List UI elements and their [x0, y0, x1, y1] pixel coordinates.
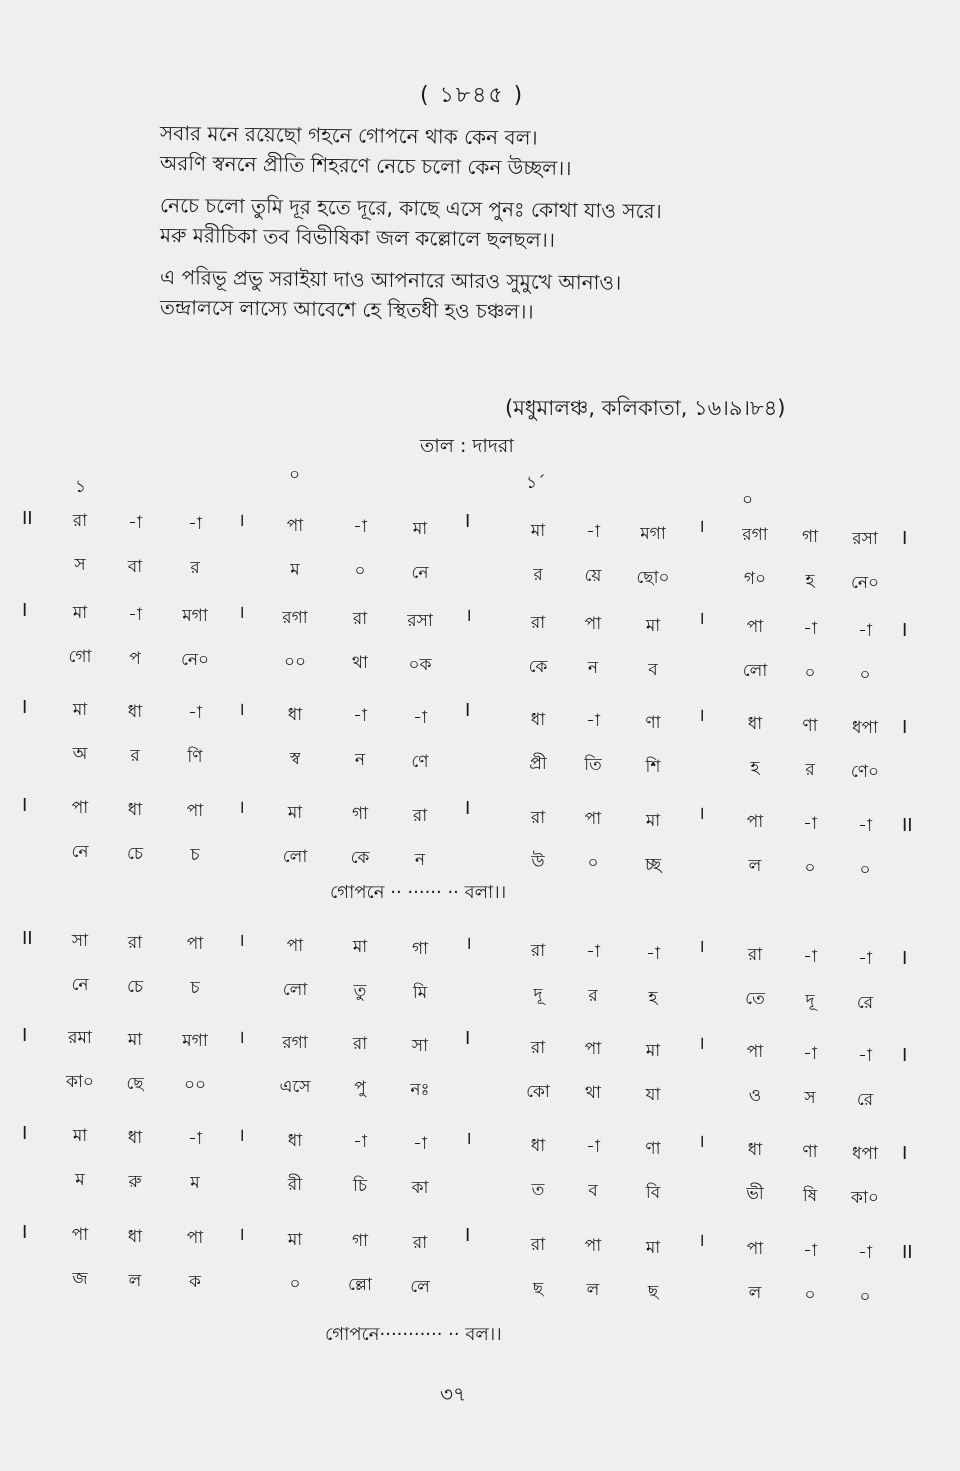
swara-cell: রসা: [407, 611, 433, 631]
beat-mark: ০: [742, 490, 754, 510]
bani-cell: তে: [745, 989, 765, 1010]
lyric-stanza-2: [160, 190, 760, 250]
swara-cell: -া: [803, 947, 817, 967]
swara-cell: ধপা: [852, 1143, 878, 1164]
swara-cell: পা: [584, 809, 602, 830]
swara-cell: -া: [413, 1134, 427, 1154]
bani-cell: ছ: [647, 1281, 659, 1302]
bani-cell: ০০: [183, 1075, 207, 1096]
swara-cell: পা: [746, 812, 764, 833]
bani-cell: ০: [587, 853, 599, 874]
swara-cell: মা: [127, 1029, 143, 1050]
barline: ।: [698, 936, 705, 957]
bani-cell: হ: [648, 987, 658, 1008]
barline-lead: I: [22, 697, 28, 718]
swara-cell: ধপা: [852, 717, 878, 738]
swara-cell: -া: [128, 512, 142, 533]
swara-cell: গা: [411, 939, 429, 959]
bani-cell: চে: [126, 976, 144, 997]
bani-cell: ম: [290, 559, 300, 580]
swara-cell: ণা: [802, 716, 818, 736]
swara-cell: রমা: [68, 1028, 92, 1048]
beat-mark: ১´: [526, 473, 546, 493]
barline: ।: [238, 510, 245, 531]
bani-row: [0, 1167, 960, 1207]
bani-cell: লো: [742, 661, 768, 682]
page-header-number: ( ১৮৪৫ ): [420, 83, 525, 108]
bani-cell: ল: [128, 1270, 142, 1291]
bani-cell: ০: [354, 561, 366, 582]
bani-cell: র: [190, 558, 200, 579]
swara-cell: পা: [186, 801, 204, 822]
barline: I: [465, 1028, 471, 1049]
barline-lead: I: [22, 1222, 28, 1243]
swara-cell: রা: [747, 945, 763, 966]
bani-cell: স: [804, 1088, 816, 1108]
swara-cell: -া: [803, 619, 817, 639]
swara-cell: -া: [858, 815, 872, 836]
bani-cell: থা: [352, 653, 368, 674]
swara-cell: রা: [530, 612, 546, 633]
swara-cell: পা: [286, 515, 304, 536]
swara-cell: সা: [71, 931, 89, 951]
swara-cell: পা: [746, 1239, 764, 1260]
swara-cell: ধা: [287, 704, 303, 725]
bani-cell: প্রী: [529, 753, 547, 774]
swara-cell: -া: [128, 604, 142, 625]
bani-cell: রে: [856, 1089, 874, 1110]
barline-lead: I: [22, 1123, 28, 1144]
bani-cell: মি: [412, 983, 428, 1003]
swara-cell: মগা: [182, 606, 208, 627]
swara-cell: গা: [351, 1231, 369, 1252]
beat-mark: ১: [75, 477, 87, 497]
swara-cell: ণা: [645, 712, 661, 733]
bani-cell: তি: [584, 755, 602, 776]
swara-cell: ধা: [127, 1127, 143, 1148]
bani-cell: ও: [748, 1086, 762, 1107]
swara-cell: মা: [645, 1040, 661, 1061]
barline: ।: [698, 705, 705, 726]
swara-cell: মা: [287, 1229, 303, 1250]
bani-cell: নে: [71, 975, 89, 995]
bani-cell: এসে: [279, 1076, 311, 1097]
barline-end: I: [902, 528, 908, 549]
bani-row: [0, 644, 960, 684]
bani-cell: চে: [126, 843, 144, 864]
bani-cell: লো: [282, 979, 308, 1000]
swara-cell: ধা: [530, 1135, 546, 1156]
swara-cell: রা: [530, 807, 546, 828]
swara-row: [0, 600, 960, 640]
swara-cell: গা: [351, 804, 369, 825]
swara-cell: মা: [412, 519, 428, 539]
bani-cell: ক: [189, 1272, 201, 1293]
swara-cell: -া: [803, 814, 817, 834]
bani-cell: অ: [72, 744, 88, 764]
swara-cell: গা: [801, 527, 819, 547]
bani-cell: র: [533, 564, 543, 585]
bani-cell: লো: [282, 846, 308, 867]
swara-cell: -া: [646, 943, 660, 964]
swara-cell: -া: [858, 620, 872, 641]
swara-cell: -া: [188, 514, 202, 535]
swara-cell: -া: [586, 711, 600, 732]
bani-cell: ব: [588, 1181, 598, 1202]
bani-cell: য়ে: [584, 566, 602, 587]
swara-cell: ধা: [530, 709, 546, 730]
swara-cell: রসা: [852, 528, 878, 549]
bani-cell: ণি: [187, 747, 203, 768]
bani-cell: চ: [190, 845, 200, 866]
swara-cell: রগা: [282, 1032, 308, 1053]
swara-cell: রা: [530, 1037, 546, 1058]
bani-cell: স: [74, 555, 86, 575]
barline: ।: [465, 605, 472, 626]
bani-cell: ল্লো: [348, 1275, 372, 1296]
swara-cell: ধা: [287, 1130, 303, 1151]
swara-cell: -া: [353, 706, 367, 727]
bani-cell: ছ: [532, 1278, 544, 1299]
bani-cell: কে: [350, 848, 370, 869]
bani-cell: ণে: [411, 752, 429, 772]
swara-row: [0, 697, 960, 737]
swara-cell: রা: [127, 932, 143, 953]
bani-cell: প: [129, 648, 141, 669]
bani-cell: ম: [75, 1170, 85, 1190]
swara-cell: -া: [858, 1242, 872, 1263]
swara-row: [0, 928, 960, 968]
swara-cell: -া: [586, 1137, 600, 1158]
swara-cell: পা: [186, 1228, 204, 1249]
refrain-line: গোপনে··········· ·· বল।।: [325, 1324, 502, 1345]
bani-cell: কে: [528, 656, 548, 677]
barline-end: I: [902, 620, 908, 641]
bani-cell: ০ক: [408, 655, 432, 675]
bani-cell: ০: [804, 1285, 816, 1305]
bani-cell: নে: [71, 842, 89, 862]
swara-cell: রা: [72, 511, 88, 531]
bani-cell: ণে০: [850, 761, 880, 782]
barline: ।: [698, 516, 705, 537]
swara-cell: রা: [530, 940, 546, 961]
swara-cell: -া: [413, 708, 427, 728]
bani-cell: জ: [72, 1269, 88, 1289]
barline: I: [465, 700, 471, 721]
bani-cell: ০: [804, 858, 816, 878]
swara-cell: রা: [352, 1034, 368, 1055]
swara-cell: -া: [353, 1132, 367, 1153]
barline-end: I: [902, 1143, 908, 1164]
lyric-line: মরু মরীচিকা তব বিভীষিকা জল কল্লোলে ছলছল।।: [159, 223, 556, 252]
bani-cell: কা: [411, 1178, 429, 1198]
barline-end: II: [902, 1242, 913, 1263]
barline: I: [465, 798, 471, 819]
lyric-line: সবার মনে রয়েছো গহনে গোপনে থাক কেন বল।: [159, 121, 538, 150]
swara-cell: মা: [352, 937, 368, 958]
barline: I: [465, 511, 471, 532]
swara-cell: ণা: [802, 1142, 818, 1162]
swara-cell: -া: [858, 948, 872, 969]
swara-cell: মা: [530, 520, 546, 541]
taal-label: তাল : দাদরা: [420, 435, 514, 457]
swara-cell: মা: [645, 1237, 661, 1258]
bani-row: [0, 552, 960, 592]
page-number: ৩৭: [440, 1382, 467, 1406]
bani-cell: দূ: [533, 984, 543, 1005]
bani-cell: কা০: [66, 1072, 94, 1092]
song-lyrics: [160, 118, 760, 334]
swara-cell: সা: [411, 1036, 429, 1056]
swara-cell: -া: [188, 1129, 202, 1150]
bani-cell: কো: [526, 1081, 550, 1102]
barline: ।: [698, 803, 705, 824]
barline-lead: I: [22, 600, 28, 621]
bani-cell: ছো০: [636, 567, 670, 588]
lyric-line: তন্দ্রালসে লাস্যে আবেশে হে স্থিতধী হও চঞ্চল।।: [159, 295, 534, 324]
source-citation: (মধুমালঞ্চ, কলিকাতা, ১৬।৯।৮৪): [505, 396, 786, 420]
bani-cell: গো: [68, 647, 92, 667]
bani-cell: ০০: [283, 651, 307, 672]
swara-row: [0, 1222, 960, 1262]
bani-row: [0, 1069, 960, 1109]
swara-cell: পা: [584, 614, 602, 635]
swara-row: [0, 508, 960, 548]
bani-cell: ভী: [746, 1184, 764, 1205]
swara-cell: রা: [412, 806, 428, 826]
swara-cell: মগা: [640, 523, 666, 544]
barline-lead: I: [22, 1025, 28, 1046]
swara-cell: পা: [746, 1042, 764, 1063]
barline-lead: I: [22, 795, 28, 816]
swara-row: [0, 1025, 960, 1065]
barline: ।: [238, 699, 245, 720]
bani-cell: নে: [411, 563, 429, 583]
swara-cell: -া: [188, 703, 202, 724]
swara-row: [0, 1123, 960, 1163]
bani-cell: উ: [531, 851, 545, 872]
barline-end: I: [902, 717, 908, 738]
swara-cell: পা: [746, 617, 764, 638]
barline: ।: [238, 930, 245, 951]
barline: ।: [238, 602, 245, 623]
bani-cell: ষি: [802, 1186, 818, 1206]
barline: ।: [465, 933, 472, 954]
barline: ।: [698, 1230, 705, 1251]
lyric-stanza-1: [159, 118, 760, 181]
refrain-line: গোপনে ·· ······ ·· বলা।।: [330, 882, 507, 903]
swara-cell: মা: [72, 1126, 88, 1146]
swara-cell: মা: [645, 810, 661, 831]
swara-cell: মা: [645, 615, 661, 636]
swara-cell: মা: [72, 603, 88, 623]
swara-cell: রগা: [282, 607, 308, 628]
swara-cell: রা: [530, 1234, 546, 1255]
swara-cell: ধা: [747, 1140, 763, 1161]
barline: ।: [238, 1027, 245, 1048]
bani-cell: ব: [648, 659, 658, 680]
swara-cell: ধা: [127, 799, 143, 820]
swara-cell: রা: [352, 609, 368, 630]
bani-cell: কা০: [851, 1187, 879, 1208]
bani-cell: ০: [804, 663, 816, 683]
bani-cell: হ: [750, 758, 760, 779]
bani-cell: ন: [414, 850, 426, 870]
bani-cell: ০: [289, 1273, 301, 1294]
bani-row: [0, 1266, 960, 1306]
bani-cell: ল: [748, 1283, 762, 1304]
barline: I: [465, 1225, 471, 1246]
swara-cell: -া: [586, 522, 600, 543]
bani-cell: চ: [190, 978, 200, 999]
swara-row: [0, 795, 960, 835]
barline: ।: [238, 1125, 245, 1146]
swara-cell: পা: [186, 934, 204, 955]
bani-cell: নঃ: [410, 1080, 430, 1100]
swara-cell: -া: [353, 517, 367, 538]
swara-cell: মা: [287, 802, 303, 823]
bani-cell: রু: [128, 1171, 142, 1192]
bani-cell: চ্ছ: [644, 854, 662, 875]
swara-cell: ণা: [645, 1138, 661, 1159]
bani-cell: পু: [354, 1078, 366, 1099]
bani-cell: র: [805, 760, 815, 780]
swara-cell: ধা: [127, 701, 143, 722]
barline: ।: [238, 1224, 245, 1245]
bani-cell: বি: [645, 1182, 661, 1203]
bani-cell: নে০: [850, 572, 880, 593]
swara-cell: ধা: [127, 1226, 143, 1247]
bani-row: [0, 741, 960, 781]
bani-cell: ন: [587, 658, 599, 679]
bani-cell: গ০: [743, 569, 767, 590]
lyric-line: অরণি স্বননে প্রীতি শিহরণে নেচে চলো কেন উচ্ছল।।: [159, 151, 572, 181]
barline-end: I: [902, 1045, 908, 1066]
barline-lead: II: [22, 928, 33, 949]
swara-cell: পা: [71, 1225, 89, 1245]
barline: ।: [698, 608, 705, 629]
swara-cell: মগা: [182, 1031, 208, 1052]
bani-cell: ল: [586, 1280, 600, 1301]
bani-cell: দূ: [805, 991, 815, 1011]
bani-cell: নে০: [180, 650, 210, 671]
bani-cell: র: [130, 745, 140, 766]
swara-cell: পা: [584, 1039, 602, 1060]
bani-cell: স্ব: [289, 748, 301, 769]
lyric-line: নেচে চলো তুমি দূর হতে দূরে, কাছে এসে পুনঃ কোথা যাও সরে।: [159, 193, 662, 224]
bani-cell: বা: [127, 556, 143, 577]
bani-cell: ম: [190, 1173, 200, 1194]
lyric-line: এ পরিভূ প্রভু সরাইয়া দাও আপনারে আরও সুমুখে আনাও।: [159, 265, 622, 295]
swara-cell: মা: [72, 700, 88, 720]
bani-cell: ০: [859, 664, 871, 685]
bani-cell: ০: [859, 859, 871, 880]
swara-cell: পা: [286, 935, 304, 956]
beat-mark: ০: [289, 465, 301, 485]
bani-cell: ছে: [126, 1073, 144, 1094]
barline: ।: [698, 1033, 705, 1054]
barline: ।: [698, 1131, 705, 1152]
swara-cell: ধা: [747, 714, 763, 735]
swara-cell: -া: [803, 1044, 817, 1064]
bani-cell: র: [588, 986, 598, 1007]
bani-cell: হ: [805, 571, 815, 591]
swara-cell: পা: [584, 1236, 602, 1257]
bani-cell: থা: [585, 1083, 601, 1104]
lyric-stanza-3: [160, 262, 760, 322]
bani-cell: চি: [352, 1176, 368, 1197]
bani-cell: ন: [354, 750, 366, 771]
barline-lead: II: [22, 508, 33, 529]
bani-cell: তু: [353, 981, 367, 1002]
barline: ।: [465, 1128, 472, 1149]
bani-cell: ল: [748, 856, 762, 877]
swara-cell: পা: [71, 798, 89, 818]
bani-row: [0, 839, 960, 879]
bani-cell: রে: [856, 992, 874, 1013]
bani-cell: রী: [287, 1174, 303, 1195]
bani-cell: শি: [645, 756, 661, 777]
swara-cell: -া: [586, 942, 600, 963]
swara-cell: রা: [412, 1233, 428, 1253]
bani-row: [0, 972, 960, 1012]
bani-cell: যা: [645, 1084, 661, 1105]
bani-cell: ত: [531, 1179, 545, 1200]
swara-cell: রগা: [742, 525, 768, 546]
swara-cell: -া: [803, 1241, 817, 1261]
barline-end: II: [902, 815, 913, 836]
barline: ।: [238, 797, 245, 818]
swara-cell: -া: [858, 1045, 872, 1066]
bani-cell: লে: [410, 1277, 430, 1297]
barline-end: I: [902, 948, 908, 969]
bani-cell: ০: [859, 1286, 871, 1307]
